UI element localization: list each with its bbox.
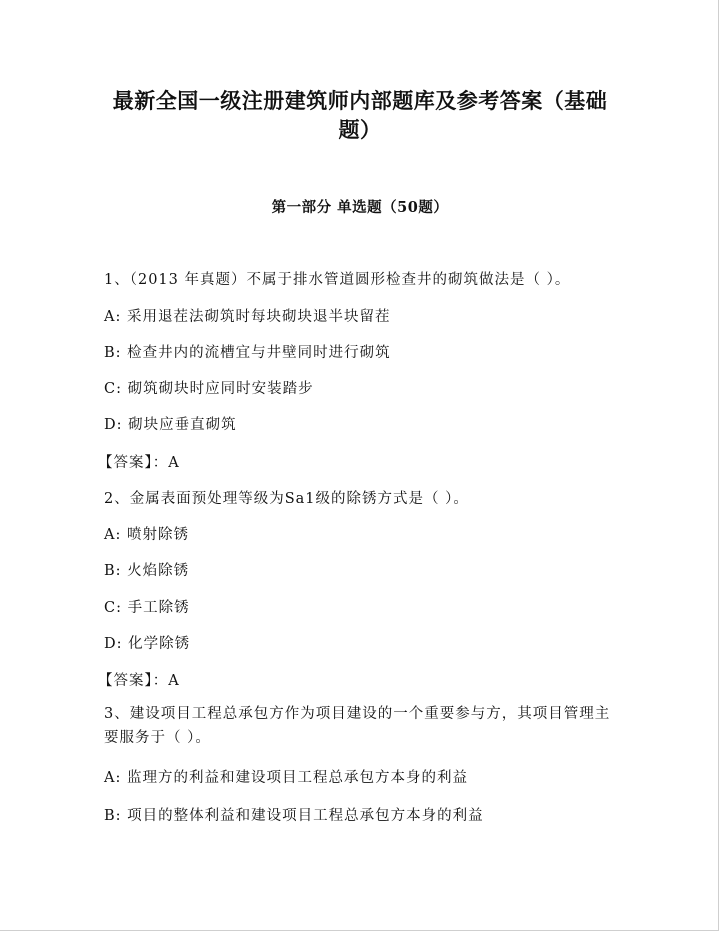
- option-c: C: 砌筑砌块时应同时安装踏步: [104, 381, 314, 397]
- section-title: 第一部分 单选题（50题）: [271, 199, 449, 216]
- question-stem: 3、建设项目工程总承包方作为项目建设的一个重要参与方，其项目管理主要服务于（ ）。: [104, 706, 611, 746]
- option-d: D: 砌块应垂直砌筑: [104, 417, 237, 433]
- option-b: B: 检查井内的流槽宜与井壁同时进行砌筑: [104, 345, 391, 361]
- option-a: A: 采用退茬法砌筑时每块砌块退半块留茬: [104, 309, 391, 325]
- question-stem: 2、金属表面预处理等级为Sa1级的除锈方式是（ ）。: [104, 491, 469, 507]
- option-b: B: 火焰除锈: [104, 563, 190, 579]
- document-title: 最新全国一级注册建筑师内部题库及参考答案（基础题）: [112, 88, 608, 142]
- answer-label: 【答案】：A: [98, 673, 180, 689]
- question-stem: 1、（2013 年真题）不属于排水管道圆形检查井的砌筑做法是（ ）。: [104, 272, 571, 288]
- option-c: C: 手工除锈: [104, 600, 190, 616]
- option-a: A: 监理方的利益和建设项目工程总承包方本身的利益: [104, 770, 468, 786]
- answer-label: 【答案】：A: [98, 455, 180, 471]
- option-a: A: 喷射除锈: [104, 527, 189, 543]
- option-d: D: 化学除锈: [104, 636, 191, 652]
- option-b: B: 项目的整体利益和建设项目工程总承包方本身的利益: [104, 808, 484, 824]
